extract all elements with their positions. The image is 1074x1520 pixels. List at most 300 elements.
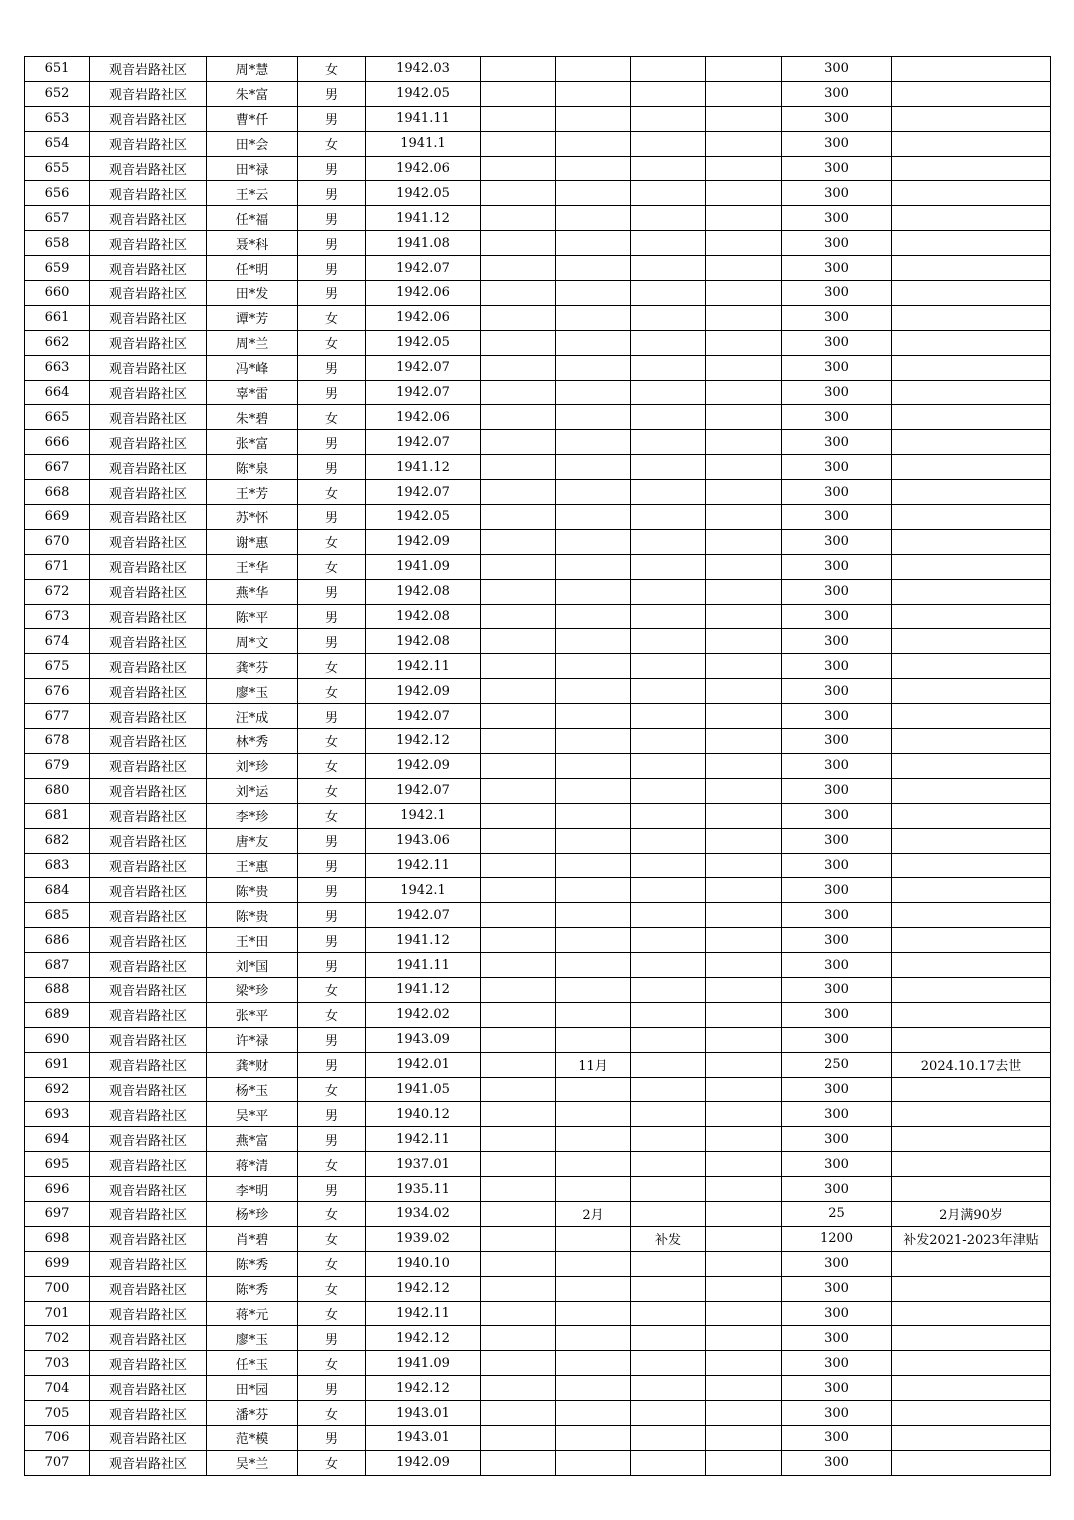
row-number: 677 xyxy=(25,704,90,729)
birth-date-cell: 1940.10 xyxy=(366,1251,481,1276)
month-cell xyxy=(556,405,631,430)
blank-cell-1 xyxy=(481,1376,556,1401)
gender-cell: 男 xyxy=(298,903,366,928)
birth-date-cell: 1942.06 xyxy=(366,405,481,430)
name-cell: 张*平 xyxy=(207,1002,298,1027)
gender-cell: 男 xyxy=(298,704,366,729)
birth-date-cell: 1941.11 xyxy=(366,953,481,978)
blank-cell-1 xyxy=(481,828,556,853)
birth-date-cell: 1942.05 xyxy=(366,505,481,530)
gender-cell: 男 xyxy=(298,1127,366,1152)
row-number: 659 xyxy=(25,256,90,281)
blank-cell-1 xyxy=(481,878,556,903)
birth-date-cell: 1942.06 xyxy=(366,281,481,306)
birth-date-cell: 1942.05 xyxy=(366,330,481,355)
name-cell: 朱*碧 xyxy=(207,405,298,430)
birth-date-cell: 1942.08 xyxy=(366,579,481,604)
community-cell: 观音岩路社区 xyxy=(90,1102,207,1127)
reissue-cell xyxy=(631,654,706,679)
blank-cell-1 xyxy=(481,1177,556,1202)
birth-date-cell: 1942.07 xyxy=(366,903,481,928)
month-cell xyxy=(556,106,631,131)
remark-cell xyxy=(892,928,1051,953)
gender-cell: 男 xyxy=(298,156,366,181)
remark-cell xyxy=(892,1326,1051,1351)
community-cell: 观音岩路社区 xyxy=(90,828,207,853)
remark-cell xyxy=(892,704,1051,729)
amount-cell: 300 xyxy=(782,803,892,828)
community-cell: 观音岩路社区 xyxy=(90,654,207,679)
reissue-cell xyxy=(631,156,706,181)
month-cell xyxy=(556,928,631,953)
birth-date-cell: 1941.12 xyxy=(366,455,481,480)
community-cell: 观音岩路社区 xyxy=(90,1401,207,1426)
birth-date-cell: 1941.09 xyxy=(366,1351,481,1376)
blank-cell-1 xyxy=(481,1102,556,1127)
community-cell: 观音岩路社区 xyxy=(90,1027,207,1052)
name-cell: 燕*富 xyxy=(207,1127,298,1152)
name-cell: 蒋*清 xyxy=(207,1152,298,1177)
table-row xyxy=(25,131,1051,156)
table-row xyxy=(25,778,1051,803)
community-cell: 观音岩路社区 xyxy=(90,853,207,878)
blank-cell-2 xyxy=(706,281,782,306)
reissue-cell xyxy=(631,281,706,306)
blank-cell-2 xyxy=(706,1152,782,1177)
name-cell: 燕*华 xyxy=(207,579,298,604)
reissue-cell xyxy=(631,828,706,853)
month-cell xyxy=(556,181,631,206)
table-row xyxy=(25,1425,1051,1450)
table-row xyxy=(25,629,1051,654)
gender-cell: 男 xyxy=(298,1425,366,1450)
month-cell xyxy=(556,505,631,530)
remark-cell xyxy=(892,1251,1051,1276)
blank-cell-2 xyxy=(706,355,782,380)
month-cell xyxy=(556,803,631,828)
remark-cell xyxy=(892,480,1051,505)
table-row xyxy=(25,1102,1051,1127)
amount-cell: 300 xyxy=(782,1127,892,1152)
birth-date-cell: 1942.07 xyxy=(366,704,481,729)
reissue-cell xyxy=(631,480,706,505)
remark-cell xyxy=(892,430,1051,455)
name-cell: 龚*财 xyxy=(207,1052,298,1077)
blank-cell-2 xyxy=(706,330,782,355)
name-cell: 田*禄 xyxy=(207,156,298,181)
blank-cell-1 xyxy=(481,181,556,206)
name-cell: 聂*科 xyxy=(207,231,298,256)
remark-cell xyxy=(892,629,1051,654)
row-number: 664 xyxy=(25,380,90,405)
blank-cell-2 xyxy=(706,1201,782,1226)
month-cell xyxy=(556,828,631,853)
month-cell xyxy=(556,579,631,604)
gender-cell: 男 xyxy=(298,231,366,256)
row-number: 680 xyxy=(25,778,90,803)
remark-cell xyxy=(892,1177,1051,1202)
row-number: 699 xyxy=(25,1251,90,1276)
name-cell: 刘*国 xyxy=(207,953,298,978)
community-cell: 观音岩路社区 xyxy=(90,878,207,903)
blank-cell-1 xyxy=(481,305,556,330)
gender-cell: 女 xyxy=(298,57,366,82)
remark-cell xyxy=(892,729,1051,754)
name-cell: 许*禄 xyxy=(207,1027,298,1052)
birth-date-cell: 1937.01 xyxy=(366,1152,481,1177)
blank-cell-2 xyxy=(706,704,782,729)
remark-cell xyxy=(892,206,1051,231)
amount-cell: 300 xyxy=(782,654,892,679)
community-cell: 观音岩路社区 xyxy=(90,81,207,106)
blank-cell-1 xyxy=(481,281,556,306)
row-number: 666 xyxy=(25,430,90,455)
remark-cell xyxy=(892,554,1051,579)
amount-cell: 300 xyxy=(782,57,892,82)
birth-date-cell: 1942.09 xyxy=(366,529,481,554)
gender-cell: 男 xyxy=(298,181,366,206)
table-row xyxy=(25,1401,1051,1426)
name-cell: 曹*仟 xyxy=(207,106,298,131)
blank-cell-2 xyxy=(706,1226,782,1251)
table-row xyxy=(25,430,1051,455)
community-cell: 观音岩路社区 xyxy=(90,455,207,480)
remark-cell xyxy=(892,753,1051,778)
name-cell: 田*园 xyxy=(207,1376,298,1401)
row-number: 688 xyxy=(25,977,90,1002)
reissue-cell xyxy=(631,1326,706,1351)
amount-cell: 300 xyxy=(782,828,892,853)
table-row xyxy=(25,1301,1051,1326)
gender-cell: 男 xyxy=(298,928,366,953)
reissue-cell xyxy=(631,1401,706,1426)
blank-cell-2 xyxy=(706,604,782,629)
birth-date-cell: 1941.12 xyxy=(366,977,481,1002)
table-row xyxy=(25,828,1051,853)
month-cell xyxy=(556,1401,631,1426)
blank-cell-2 xyxy=(706,380,782,405)
month-cell xyxy=(556,753,631,778)
amount-cell: 1200 xyxy=(782,1226,892,1251)
blank-cell-1 xyxy=(481,1326,556,1351)
row-number: 690 xyxy=(25,1027,90,1052)
blank-cell-1 xyxy=(481,803,556,828)
birth-date-cell: 1940.12 xyxy=(366,1102,481,1127)
community-cell: 观音岩路社区 xyxy=(90,231,207,256)
remark-cell xyxy=(892,853,1051,878)
row-number: 654 xyxy=(25,131,90,156)
row-number: 658 xyxy=(25,231,90,256)
remark-cell xyxy=(892,1027,1051,1052)
community-cell: 观音岩路社区 xyxy=(90,480,207,505)
amount-cell: 300 xyxy=(782,1401,892,1426)
name-cell: 周*慧 xyxy=(207,57,298,82)
gender-cell: 男 xyxy=(298,953,366,978)
birth-date-cell: 1942.07 xyxy=(366,480,481,505)
amount-cell: 300 xyxy=(782,256,892,281)
remark-cell xyxy=(892,828,1051,853)
gender-cell: 女 xyxy=(298,305,366,330)
row-number: 700 xyxy=(25,1276,90,1301)
gender-cell: 男 xyxy=(298,828,366,853)
row-number: 653 xyxy=(25,106,90,131)
table-row xyxy=(25,380,1051,405)
gender-cell: 女 xyxy=(298,529,366,554)
gender-cell: 女 xyxy=(298,753,366,778)
remark-cell xyxy=(892,81,1051,106)
table-row xyxy=(25,231,1051,256)
amount-cell: 300 xyxy=(782,878,892,903)
birth-date-cell: 1942.03 xyxy=(366,57,481,82)
row-number: 665 xyxy=(25,405,90,430)
table-row xyxy=(25,953,1051,978)
gender-cell: 男 xyxy=(298,1376,366,1401)
blank-cell-1 xyxy=(481,206,556,231)
reissue-cell xyxy=(631,928,706,953)
gender-cell: 男 xyxy=(298,455,366,480)
birth-date-cell: 1942.11 xyxy=(366,1127,481,1152)
blank-cell-1 xyxy=(481,679,556,704)
blank-cell-1 xyxy=(481,156,556,181)
blank-cell-2 xyxy=(706,256,782,281)
community-cell: 观音岩路社区 xyxy=(90,106,207,131)
blank-cell-2 xyxy=(706,1301,782,1326)
blank-cell-1 xyxy=(481,1351,556,1376)
community-cell: 观音岩路社区 xyxy=(90,953,207,978)
month-cell xyxy=(556,1351,631,1376)
birth-date-cell: 1943.01 xyxy=(366,1401,481,1426)
table-row xyxy=(25,1326,1051,1351)
month-cell xyxy=(556,206,631,231)
table-row xyxy=(25,1251,1051,1276)
blank-cell-2 xyxy=(706,1376,782,1401)
table-row xyxy=(25,803,1051,828)
row-number: 683 xyxy=(25,853,90,878)
month-cell xyxy=(556,1376,631,1401)
month-cell: 2月 xyxy=(556,1201,631,1226)
amount-cell: 300 xyxy=(782,81,892,106)
name-cell: 周*文 xyxy=(207,629,298,654)
reissue-cell xyxy=(631,305,706,330)
gender-cell: 男 xyxy=(298,1177,366,1202)
amount-cell: 300 xyxy=(782,1251,892,1276)
community-cell: 观音岩路社区 xyxy=(90,1351,207,1376)
amount-cell: 300 xyxy=(782,1450,892,1475)
amount-cell: 300 xyxy=(782,977,892,1002)
name-cell: 刘*运 xyxy=(207,778,298,803)
amount-cell: 300 xyxy=(782,405,892,430)
birth-date-cell: 1942.09 xyxy=(366,679,481,704)
remark-cell xyxy=(892,330,1051,355)
blank-cell-2 xyxy=(706,1401,782,1426)
birth-date-cell: 1942.09 xyxy=(366,1450,481,1475)
gender-cell: 女 xyxy=(298,554,366,579)
name-cell: 任*玉 xyxy=(207,1351,298,1376)
row-number: 707 xyxy=(25,1450,90,1475)
gender-cell: 男 xyxy=(298,206,366,231)
table-row xyxy=(25,853,1051,878)
month-cell xyxy=(556,1152,631,1177)
gender-cell: 女 xyxy=(298,1152,366,1177)
amount-cell: 300 xyxy=(782,106,892,131)
community-cell: 观音岩路社区 xyxy=(90,1450,207,1475)
community-cell: 观音岩路社区 xyxy=(90,181,207,206)
community-cell: 观音岩路社区 xyxy=(90,1226,207,1251)
month-cell xyxy=(556,1276,631,1301)
month-cell xyxy=(556,704,631,729)
month-cell xyxy=(556,1102,631,1127)
row-number: 698 xyxy=(25,1226,90,1251)
table-row xyxy=(25,81,1051,106)
reissue-cell xyxy=(631,554,706,579)
month-cell xyxy=(556,1077,631,1102)
amount-cell: 300 xyxy=(782,529,892,554)
reissue-cell xyxy=(631,778,706,803)
reissue-cell xyxy=(631,405,706,430)
birth-date-cell: 1939.02 xyxy=(366,1226,481,1251)
row-number: 657 xyxy=(25,206,90,231)
reissue-cell xyxy=(631,704,706,729)
blank-cell-2 xyxy=(706,1027,782,1052)
gender-cell: 女 xyxy=(298,654,366,679)
community-cell: 观音岩路社区 xyxy=(90,903,207,928)
row-number: 667 xyxy=(25,455,90,480)
remark-cell xyxy=(892,1376,1051,1401)
row-number: 662 xyxy=(25,330,90,355)
blank-cell-1 xyxy=(481,106,556,131)
amount-cell: 300 xyxy=(782,305,892,330)
blank-cell-2 xyxy=(706,1251,782,1276)
remark-cell xyxy=(892,106,1051,131)
month-cell xyxy=(556,131,631,156)
table-row xyxy=(25,281,1051,306)
name-cell: 任*明 xyxy=(207,256,298,281)
table-row xyxy=(25,1077,1051,1102)
reissue-cell xyxy=(631,455,706,480)
community-cell: 观音岩路社区 xyxy=(90,57,207,82)
month-cell xyxy=(556,878,631,903)
month-cell xyxy=(556,430,631,455)
month-cell xyxy=(556,1450,631,1475)
community-cell: 观音岩路社区 xyxy=(90,604,207,629)
reissue-cell xyxy=(631,57,706,82)
amount-cell: 300 xyxy=(782,604,892,629)
name-cell: 龚*芬 xyxy=(207,654,298,679)
remark-cell xyxy=(892,1425,1051,1450)
birth-date-cell: 1942.11 xyxy=(366,1301,481,1326)
amount-cell: 300 xyxy=(782,1077,892,1102)
table-row xyxy=(25,206,1051,231)
row-number: 655 xyxy=(25,156,90,181)
remark-cell xyxy=(892,1002,1051,1027)
blank-cell-2 xyxy=(706,1351,782,1376)
row-number: 701 xyxy=(25,1301,90,1326)
table-row xyxy=(25,256,1051,281)
community-cell: 观音岩路社区 xyxy=(90,1301,207,1326)
amount-cell: 300 xyxy=(782,1326,892,1351)
table-row xyxy=(25,554,1051,579)
remark-cell xyxy=(892,256,1051,281)
blank-cell-2 xyxy=(706,405,782,430)
blank-cell-1 xyxy=(481,654,556,679)
blank-cell-1 xyxy=(481,1127,556,1152)
row-number: 675 xyxy=(25,654,90,679)
table-row xyxy=(25,604,1051,629)
amount-cell: 300 xyxy=(782,1376,892,1401)
birth-date-cell: 1941.11 xyxy=(366,106,481,131)
birth-date-cell: 1941.12 xyxy=(366,206,481,231)
reissue-cell xyxy=(631,81,706,106)
table-row xyxy=(25,1002,1051,1027)
gender-cell: 男 xyxy=(298,1102,366,1127)
amount-cell: 300 xyxy=(782,281,892,306)
blank-cell-1 xyxy=(481,579,556,604)
month-cell xyxy=(556,281,631,306)
reissue-cell xyxy=(631,256,706,281)
reissue-cell xyxy=(631,753,706,778)
remark-cell xyxy=(892,1127,1051,1152)
gender-cell: 女 xyxy=(298,679,366,704)
birth-date-cell: 1942.12 xyxy=(366,729,481,754)
name-cell: 李*珍 xyxy=(207,803,298,828)
month-cell xyxy=(556,1127,631,1152)
gender-cell: 女 xyxy=(298,803,366,828)
month-cell xyxy=(556,156,631,181)
community-cell: 观音岩路社区 xyxy=(90,430,207,455)
birth-date-cell: 1942.11 xyxy=(366,654,481,679)
month-cell xyxy=(556,679,631,704)
table-row xyxy=(25,455,1051,480)
row-number: 652 xyxy=(25,81,90,106)
table-row xyxy=(25,1127,1051,1152)
amount-cell: 300 xyxy=(782,430,892,455)
gender-cell: 男 xyxy=(298,81,366,106)
blank-cell-1 xyxy=(481,729,556,754)
table-row xyxy=(25,529,1051,554)
blank-cell-2 xyxy=(706,853,782,878)
remark-cell xyxy=(892,654,1051,679)
community-cell: 观音岩路社区 xyxy=(90,281,207,306)
reissue-cell xyxy=(631,1450,706,1475)
table-row xyxy=(25,729,1051,754)
remark-cell: 2024.10.17去世 xyxy=(892,1052,1051,1077)
name-cell: 张*富 xyxy=(207,430,298,455)
community-cell: 观音岩路社区 xyxy=(90,1077,207,1102)
month-cell xyxy=(556,231,631,256)
community-cell: 观音岩路社区 xyxy=(90,729,207,754)
birth-date-cell: 1942.05 xyxy=(366,81,481,106)
blank-cell-1 xyxy=(481,529,556,554)
blank-cell-2 xyxy=(706,430,782,455)
table-row xyxy=(25,928,1051,953)
blank-cell-1 xyxy=(481,1052,556,1077)
gender-cell: 女 xyxy=(298,330,366,355)
blank-cell-2 xyxy=(706,1052,782,1077)
remark-cell xyxy=(892,803,1051,828)
community-cell: 观音岩路社区 xyxy=(90,1251,207,1276)
community-cell: 观音岩路社区 xyxy=(90,355,207,380)
remark-cell xyxy=(892,1102,1051,1127)
row-number: 694 xyxy=(25,1127,90,1152)
gender-cell: 男 xyxy=(298,281,366,306)
blank-cell-1 xyxy=(481,928,556,953)
month-cell xyxy=(556,305,631,330)
table-row xyxy=(25,977,1051,1002)
blank-cell-1 xyxy=(481,455,556,480)
reissue-cell xyxy=(631,729,706,754)
gender-cell: 女 xyxy=(298,1077,366,1102)
blank-cell-1 xyxy=(481,131,556,156)
